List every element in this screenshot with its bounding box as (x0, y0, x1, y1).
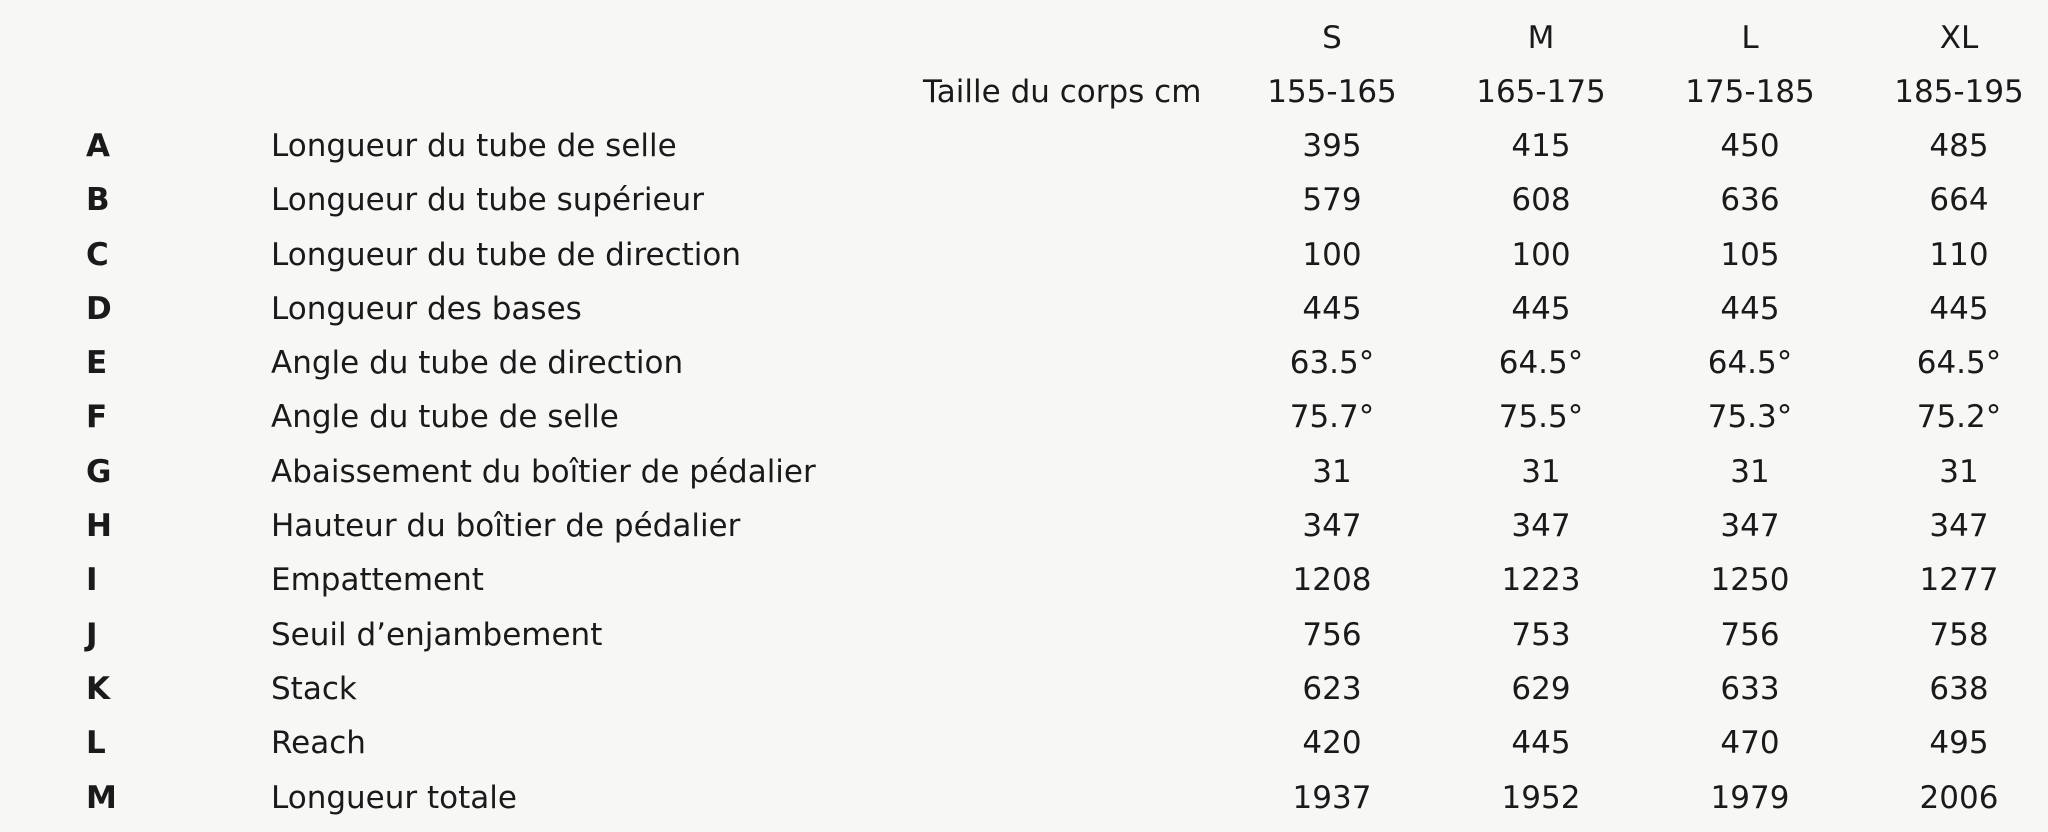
row-value-m: 75.5° (1498, 399, 1584, 436)
row-value-xl: 445 (1929, 290, 1989, 327)
row-value-xl: 495 (1929, 725, 1989, 762)
row-letter: M (86, 779, 117, 816)
row-value-l: 636 (1720, 182, 1780, 219)
measurement-rows (0, 120, 2048, 826)
row-value-m: 1952 (1501, 779, 1581, 816)
row-letter: F (86, 399, 108, 436)
size-header-m: M (1527, 20, 1555, 56)
row-value-xl: 485 (1929, 128, 1989, 164)
row-letter: H (86, 508, 112, 545)
row-value-l: 633 (1720, 670, 1780, 707)
row-value-s: 756 (1302, 616, 1362, 653)
row-value-m: 347 (1511, 508, 1571, 545)
row-value-xl: 758 (1929, 616, 1989, 653)
table-row (0, 391, 2048, 445)
row-value-m: 100 (1511, 236, 1571, 273)
row-value-s: 100 (1302, 236, 1362, 273)
size-header-row (0, 12, 2048, 64)
row-label: Longueur totale (271, 779, 517, 816)
row-letter: D (86, 290, 112, 327)
row-value-l: 470 (1720, 725, 1780, 762)
row-letter: I (86, 562, 98, 599)
row-value-xl: 664 (1929, 182, 1989, 219)
table-row (0, 174, 2048, 228)
row-label: Reach (271, 725, 366, 762)
table-row (0, 120, 2048, 174)
table-row (0, 717, 2048, 771)
row-value-xl: 2006 (1919, 779, 1999, 816)
row-label: Angle du tube de selle (271, 399, 619, 436)
row-label: Hauteur du boîtier de pédalier (271, 508, 741, 545)
row-value-s: 445 (1302, 290, 1362, 327)
row-value-xl: 75.2° (1916, 399, 2002, 436)
body-height-label: Taille du corps cm (923, 74, 1202, 110)
table-row (0, 337, 2048, 391)
row-letter: L (86, 725, 106, 762)
row-letter: C (86, 236, 109, 273)
body-height-m: 165-175 (1476, 74, 1606, 110)
body-height-s: 155-165 (1267, 74, 1397, 110)
row-letter: A (86, 128, 110, 164)
row-value-l: 756 (1720, 616, 1780, 653)
row-label: Abaissement du boîtier de pédalier (271, 453, 816, 490)
row-value-l: 1979 (1710, 779, 1790, 816)
table-row (0, 609, 2048, 663)
table-row (0, 446, 2048, 500)
row-value-l: 75.3° (1707, 399, 1793, 436)
row-letter: K (86, 670, 111, 707)
row-value-xl: 347 (1929, 508, 1989, 545)
table-row (0, 229, 2048, 283)
row-value-m: 753 (1511, 616, 1571, 653)
row-value-l: 31 (1730, 453, 1770, 490)
row-label: Longueur du tube de selle (271, 128, 677, 164)
row-value-s: 1208 (1292, 562, 1372, 599)
row-value-l: 445 (1720, 290, 1780, 327)
row-value-m: 445 (1511, 290, 1571, 327)
table-row (0, 772, 2048, 826)
row-value-m: 629 (1511, 670, 1571, 707)
row-value-s: 31 (1312, 453, 1352, 490)
row-value-l: 105 (1720, 236, 1780, 273)
row-label: Seuil d’enjambement (271, 616, 603, 653)
row-value-m: 415 (1511, 128, 1571, 164)
row-letter: J (86, 616, 98, 653)
row-value-m: 64.5° (1498, 345, 1584, 382)
row-value-s: 420 (1302, 725, 1362, 762)
row-letter: E (86, 345, 108, 382)
row-label: Stack (271, 670, 357, 707)
body-height-l: 175-185 (1685, 74, 1815, 110)
row-value-m: 445 (1511, 725, 1571, 762)
row-letter: G (86, 453, 112, 490)
row-value-s: 1937 (1292, 779, 1372, 816)
row-value-s: 579 (1302, 182, 1362, 219)
row-value-l: 450 (1720, 128, 1780, 164)
row-label: Angle du tube de direction (271, 345, 684, 382)
row-value-l: 347 (1720, 508, 1780, 545)
table-row (0, 500, 2048, 554)
size-header-l: L (1741, 20, 1759, 56)
row-label: Longueur du tube supérieur (271, 182, 704, 219)
row-letter: B (86, 182, 110, 219)
table-row (0, 554, 2048, 608)
table-row (0, 283, 2048, 337)
row-value-s: 623 (1302, 670, 1362, 707)
row-value-m: 608 (1511, 182, 1571, 219)
row-value-xl: 638 (1929, 670, 1989, 707)
size-header-xl: XL (1939, 20, 1979, 56)
row-label: Longueur du tube de direction (271, 236, 742, 273)
table-row (0, 663, 2048, 717)
body-height-row (0, 66, 2048, 118)
row-value-l: 64.5° (1707, 345, 1793, 382)
row-value-xl: 110 (1929, 236, 1989, 273)
row-label: Longueur des bases (271, 290, 582, 327)
row-value-xl: 64.5° (1916, 345, 2002, 382)
body-height-xl: 185-195 (1894, 74, 2024, 110)
size-header-s: S (1322, 20, 1342, 56)
row-label: Empattement (271, 562, 484, 599)
row-value-s: 63.5° (1289, 345, 1375, 382)
row-value-l: 1250 (1710, 562, 1790, 599)
row-value-s: 75.7° (1289, 399, 1375, 436)
row-value-m: 1223 (1501, 562, 1581, 599)
row-value-xl: 1277 (1919, 562, 1999, 599)
row-value-s: 395 (1302, 128, 1362, 164)
row-value-xl: 31 (1939, 453, 1979, 490)
row-value-m: 31 (1521, 453, 1561, 490)
row-value-s: 347 (1302, 508, 1362, 545)
